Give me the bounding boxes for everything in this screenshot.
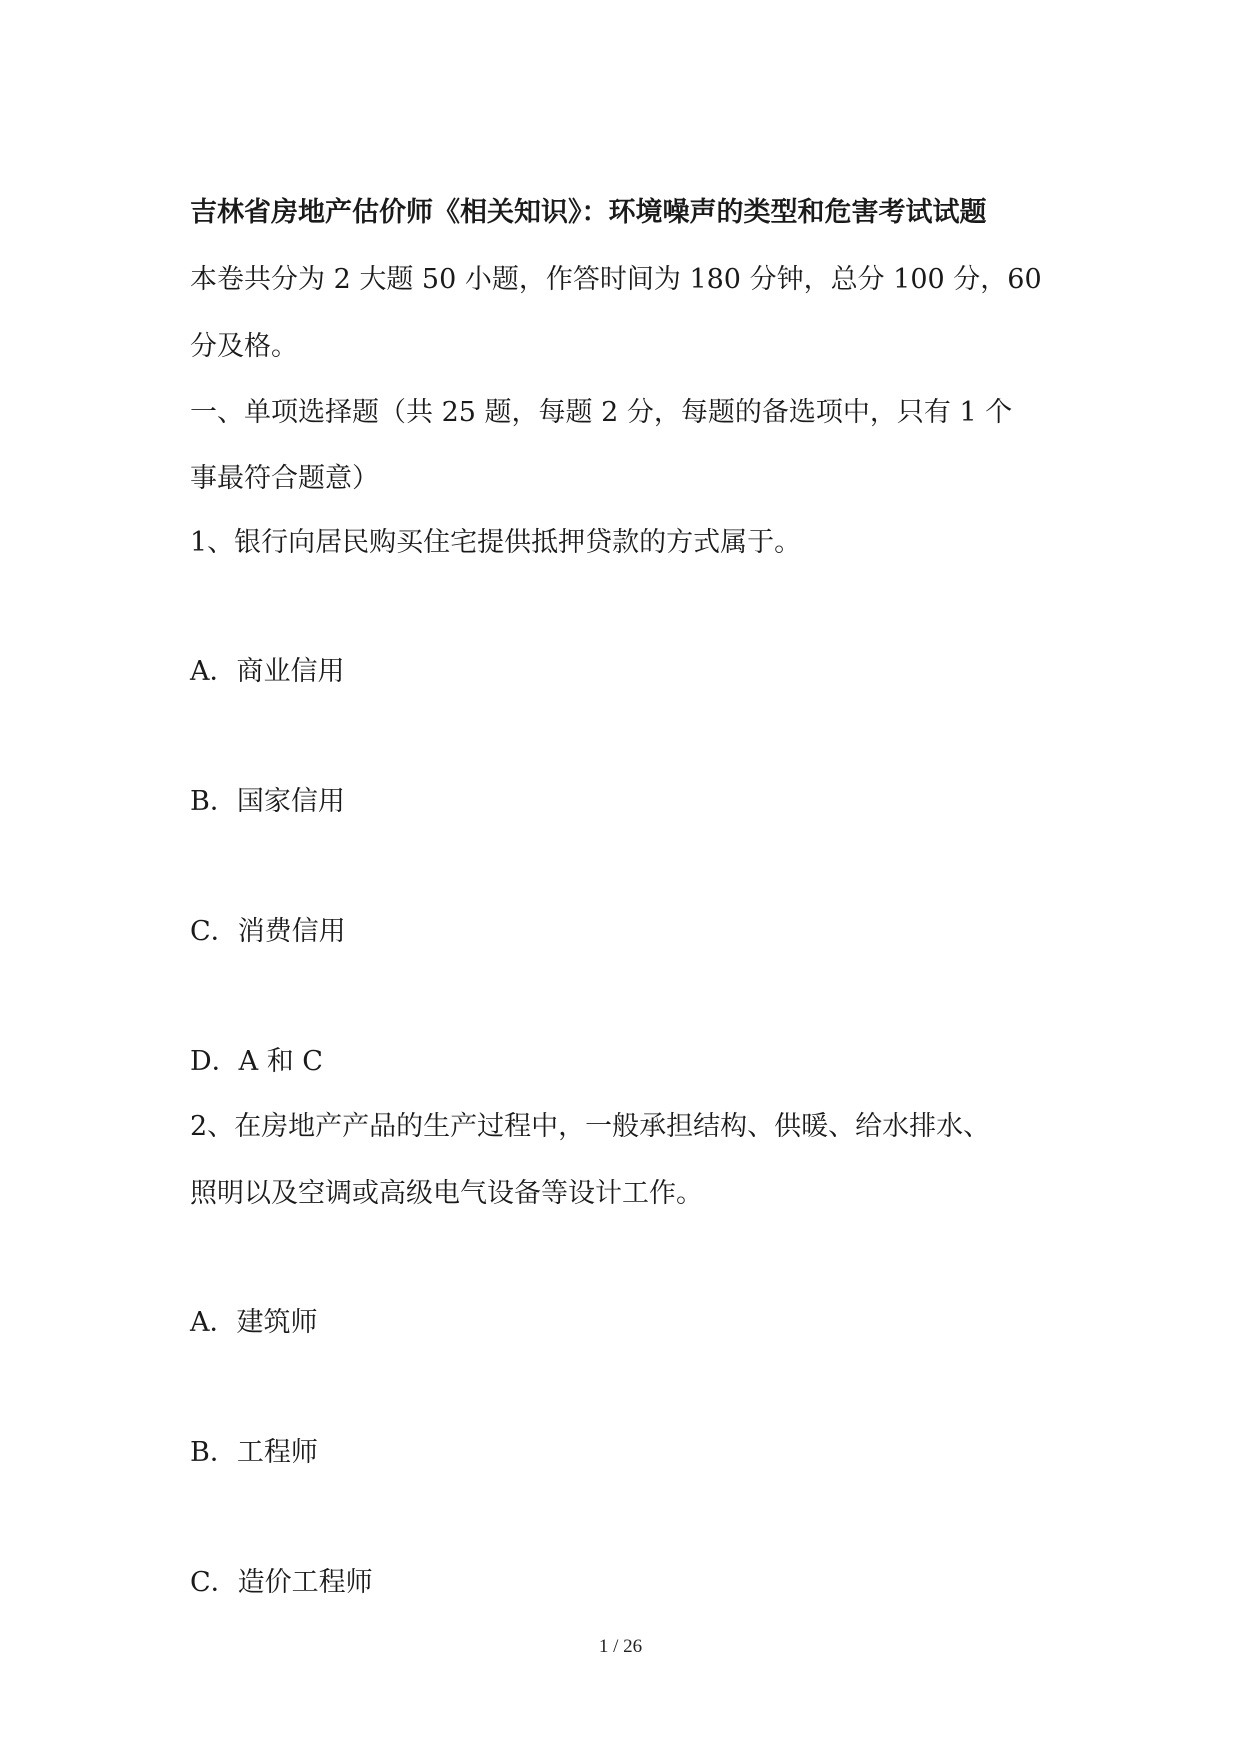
- section-heading-line-1: 一、单项选择题（共 25 题，每题 2 分，每题的备选项中，只有 1 个: [190, 397, 1013, 428]
- question-2-stem-line-2: 照明以及空调或高级电气设备等设计工作。: [190, 1178, 703, 1209]
- question-1-option-a: A．商业信用: [190, 656, 345, 687]
- question-2-option-b: B．工程师: [190, 1437, 318, 1468]
- document-title: 吉林省房地产估价师《相关知识》：环境噪声的类型和危害考试试题: [190, 197, 987, 228]
- page-number: 1 / 26: [598, 1636, 643, 1657]
- question-1-option-c: C．消费信用: [190, 916, 346, 947]
- question-2-stem-line-1: 2、在房地产产品的生产过程中，一般承担结构、供暖、给水排水、: [190, 1111, 991, 1142]
- question-1-option-d: D．A 和 C: [190, 1046, 323, 1077]
- question-2-option-c: C．造价工程师: [190, 1567, 373, 1598]
- intro-text-line-1: 本卷共分为 2 大题 50 小题，作答时间为 180 分钟，总分 100 分，60: [190, 264, 1042, 295]
- question-2-option-a: A．建筑师: [190, 1307, 318, 1338]
- intro-text-line-2: 分及格。: [190, 331, 298, 362]
- question-1-stem: 1、银行向居民购买住宅提供抵押贷款的方式属于。: [190, 527, 802, 558]
- question-1-option-b: B．国家信用: [190, 786, 345, 817]
- section-heading-line-2: 事最符合题意）: [190, 463, 379, 494]
